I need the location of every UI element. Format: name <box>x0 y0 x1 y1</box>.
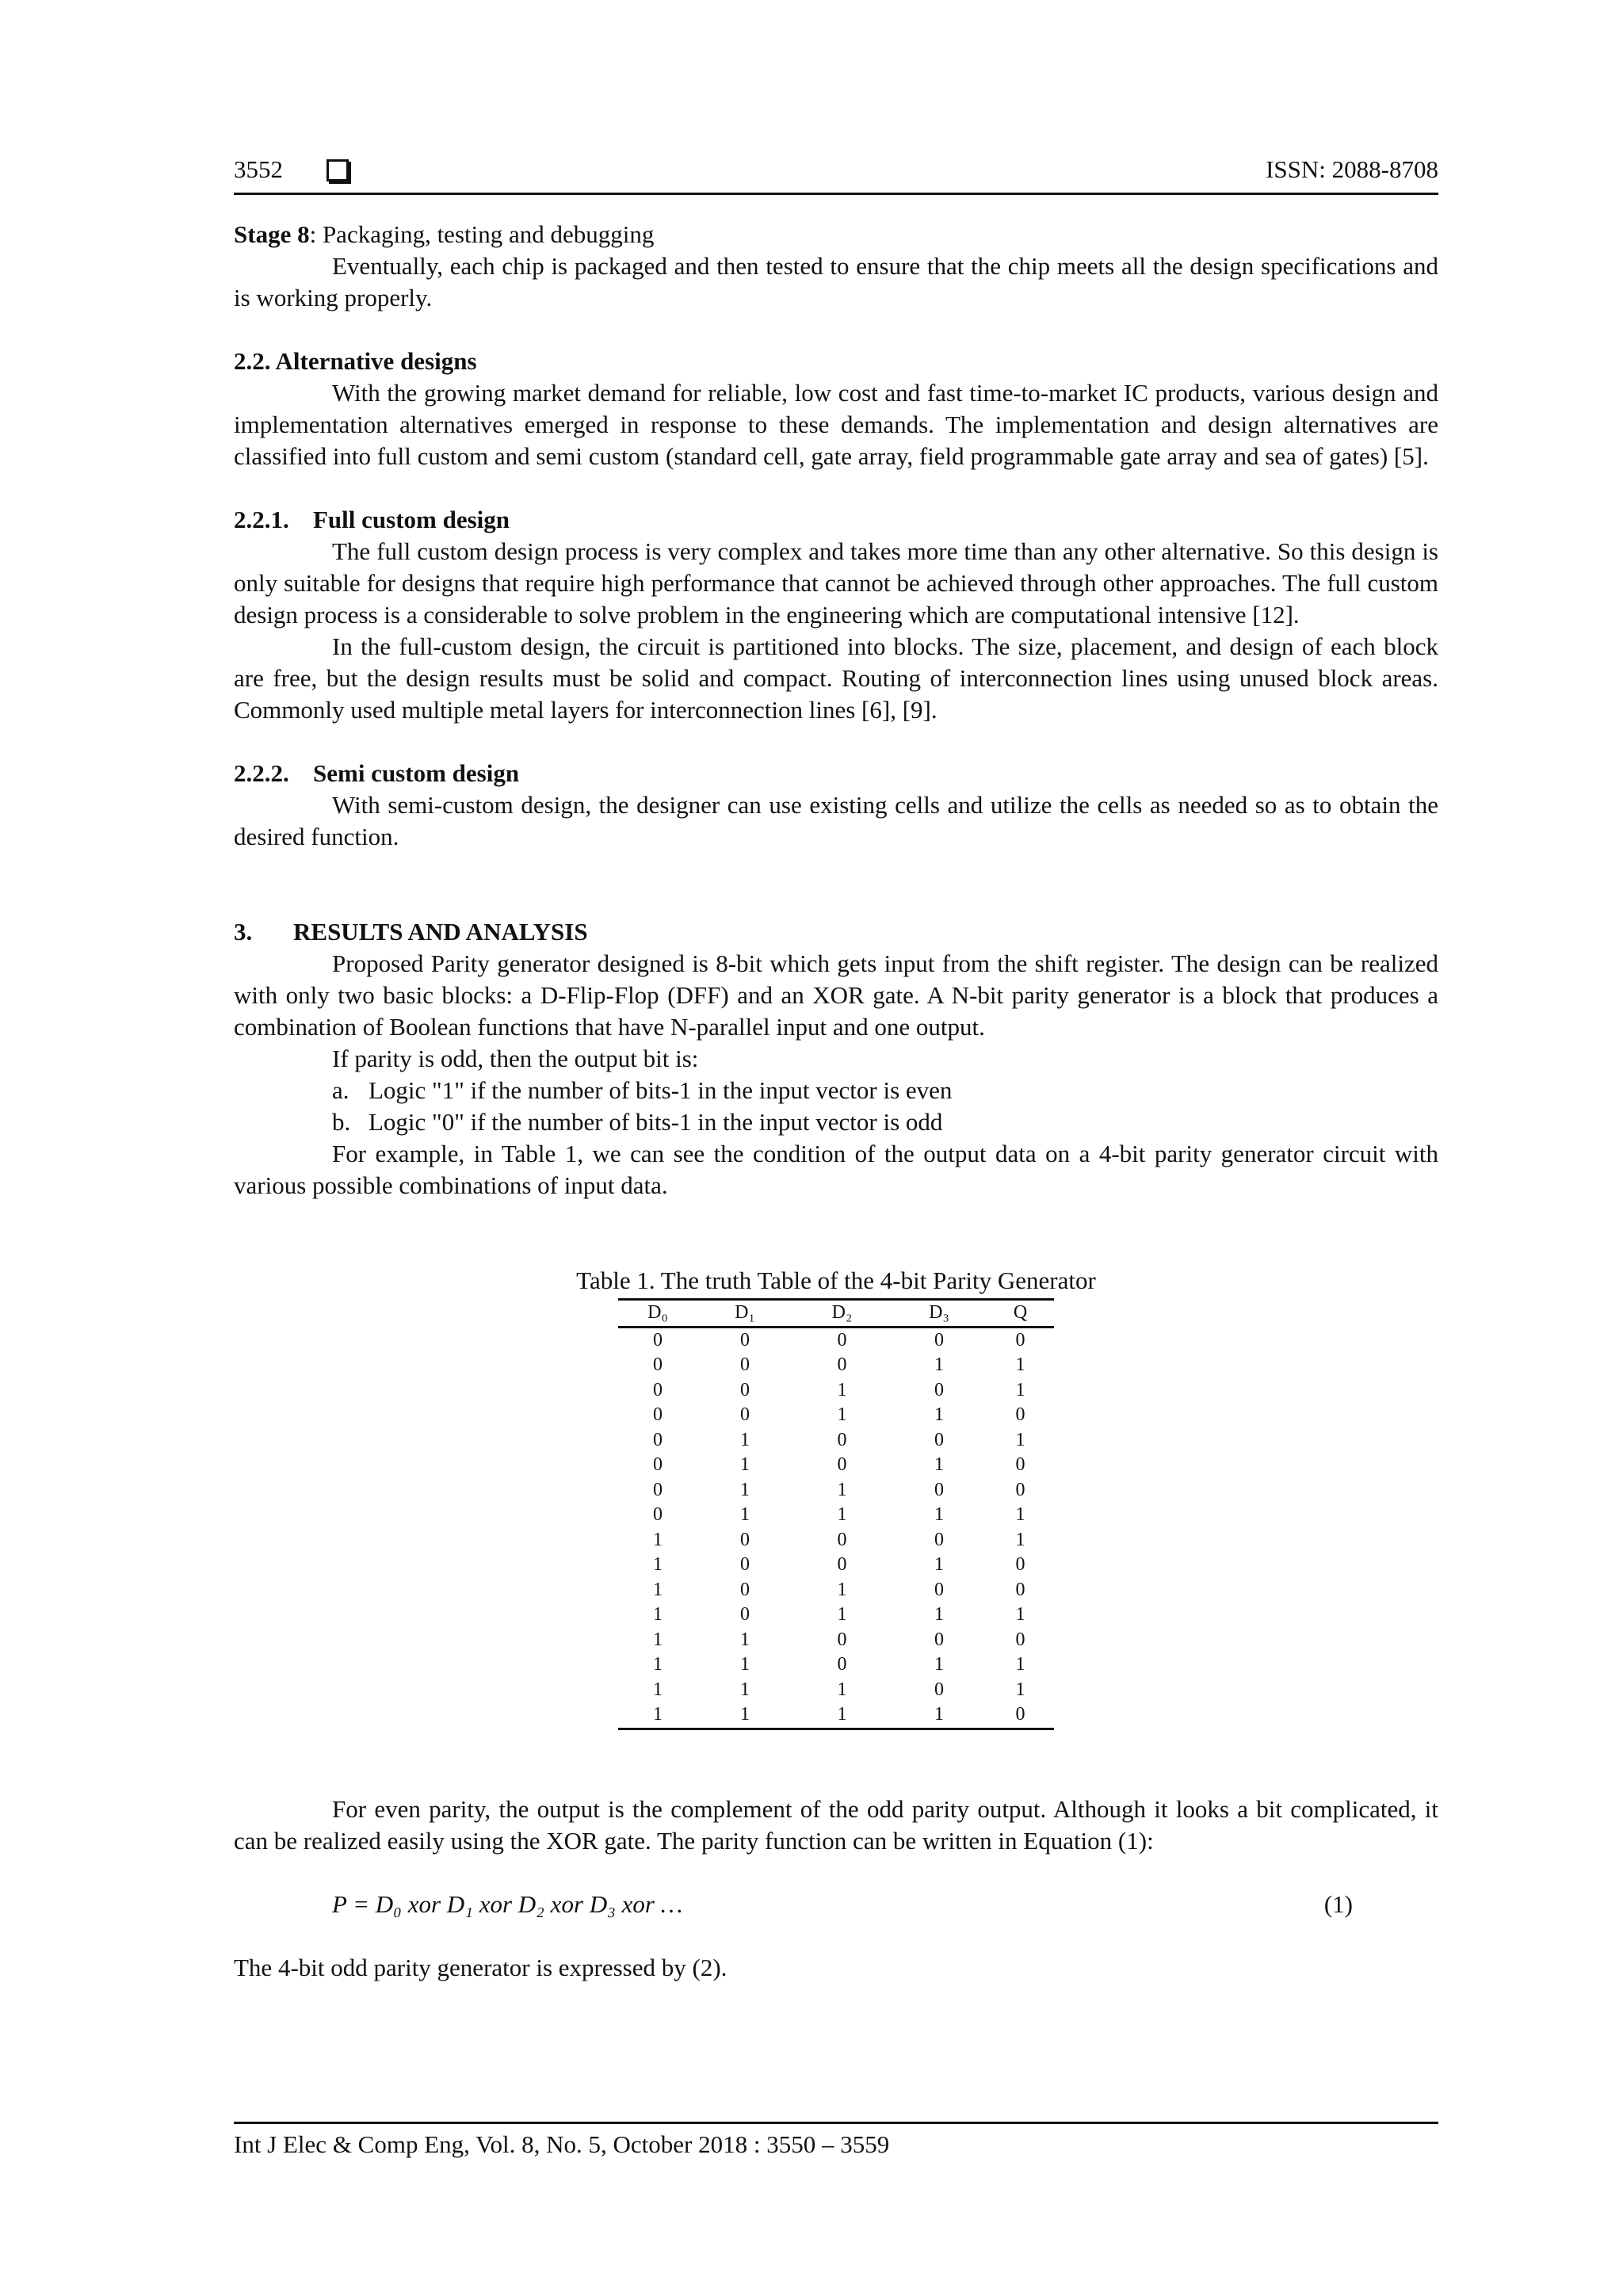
table-row <box>618 1528 1054 1553</box>
page-header <box>234 155 1438 193</box>
square-bullet-icon <box>327 159 349 181</box>
table-row <box>618 1453 1054 1478</box>
table-cell: 1 <box>837 1404 847 1425</box>
footer-rule <box>234 2122 1438 2124</box>
list-marker: b. <box>332 1108 351 1136</box>
table-cell: 1 <box>653 1629 663 1650</box>
table-cell: 1 <box>653 1529 663 1550</box>
section-3-heading <box>234 916 1438 948</box>
table-cell: 1 <box>837 1679 847 1700</box>
table-cell: 1 <box>837 1579 847 1600</box>
table-row <box>618 1603 1054 1628</box>
table-cell: 1 <box>740 1429 750 1450</box>
table-header-cell: D₀ <box>618 1300 697 1328</box>
table-header-cell: D₃ <box>892 1300 987 1328</box>
table-cell: 1 <box>740 1504 750 1525</box>
table-cell: 0 <box>837 1654 847 1675</box>
list-item-text: Logic "1" if the number of bits-1 in the input vector is even <box>369 1076 953 1104</box>
table-cell: 1 <box>653 1604 663 1625</box>
table-cell: 0 <box>740 1554 750 1575</box>
table-cell: 1 <box>697 1702 792 1729</box>
table-caption: Table 1. The truth Table of the 4-bit Parity Generator <box>576 1266 1096 1294</box>
section-number: 2.2.1. <box>234 506 289 533</box>
table-cell: 1 <box>934 1604 944 1625</box>
section-title: Semi custom design <box>313 759 520 787</box>
table-cell: 1 <box>653 1679 663 1700</box>
section-3-paragraph-1: Proposed Parity generator designed is 8-bit which gets input from the shift register. The design can be realized with only two basic blocks: a D-Flip-Flop (DFF) and an XOR gate. A N-bit parity generator is a block that produces a combination of Boolean functions that have N-parallel input and one output. <box>234 949 1438 1041</box>
section-3-paragraph-2: If parity is odd, then the output bit is: <box>332 1045 699 1072</box>
table-cell: 1 <box>934 1504 944 1525</box>
table-cell: 1 <box>934 1554 944 1575</box>
table-cell: 0 <box>740 1354 750 1375</box>
section-number: 3. <box>234 918 253 946</box>
table-cell: 0 <box>934 1479 944 1500</box>
table-cell: 0 <box>1015 1404 1025 1425</box>
table-cell: 1 <box>1015 1604 1025 1625</box>
table-cell: 1 <box>740 1629 750 1650</box>
table-cell: 0 <box>740 1329 750 1350</box>
table-cell: 0 <box>740 1379 750 1400</box>
table-cell: 1 <box>740 1679 750 1700</box>
table-cell: 0 <box>740 1604 750 1625</box>
table-cell: 1 <box>653 1579 663 1600</box>
table-cell: 1 <box>1015 1654 1025 1675</box>
table-cell: 0 <box>837 1429 847 1450</box>
table-row <box>618 1353 1054 1378</box>
table-cell: 0 <box>1015 1554 1025 1575</box>
section-2-2-heading: 2.2. Alternative designs <box>234 347 477 375</box>
table-cell: 0 <box>1015 1454 1025 1475</box>
stage8-heading <box>234 219 1438 250</box>
table-cell: 0 <box>653 1354 663 1375</box>
table-cell: 0 <box>653 1379 663 1400</box>
page-number: 3552 <box>234 155 283 183</box>
table-cell: 0 <box>837 1554 847 1575</box>
table-cell: 0 <box>1015 1579 1025 1600</box>
section-title: RESULTS AND ANALYSIS <box>293 918 588 946</box>
issn: ISSN: 2088-8708 <box>1266 155 1438 183</box>
stage8-text: Eventually, each chip is packaged and then tested to ensure that the chip meets all the design specifications and is working properly. <box>234 252 1438 311</box>
table-cell: 1 <box>837 1504 847 1525</box>
table-cell: 0 <box>653 1479 663 1500</box>
table-cell: 0 <box>1015 1629 1025 1650</box>
table-cell: 1 <box>1015 1529 1025 1550</box>
table-row <box>618 1578 1054 1603</box>
equation-1 <box>234 1889 1438 1920</box>
section-number: 2.2.2. <box>234 759 289 787</box>
table-row <box>618 1553 1054 1578</box>
table-cell: 1 <box>653 1554 663 1575</box>
table-cell: 0 <box>934 1529 944 1550</box>
table-row <box>618 1652 1054 1678</box>
stage8-title: : Packaging, testing and debugging <box>309 220 655 248</box>
section-2-2-1-paragraph-2: In the full-custom design, the circuit is partitioned into blocks. The size, placement, and design of each block are free, but the design results must be solid and compact. Routing of interconnection lines using unused block areas. Commonly used multiple metal layers for interconnection lines [6], [9]. <box>234 632 1438 724</box>
table-cell: 0 <box>934 1379 944 1400</box>
table-cell: 0 <box>837 1529 847 1550</box>
list-item-b <box>234 1106 1438 1138</box>
table-row <box>618 1327 1054 1353</box>
table-header-row <box>618 1300 1054 1328</box>
table-cell: 0 <box>1015 1479 1025 1500</box>
table-cell: 1 <box>740 1654 750 1675</box>
table-cell: 1 <box>1015 1429 1025 1450</box>
section-2-2-1-paragraph-1: The full custom design process is very complex and takes more time than any other alternative. So this design is only suitable for designs that require high performance that cannot be achieved through other approaches. The full custom design process is a considerable to solve problem in the engineering which are computational intensive [12]. <box>234 537 1438 628</box>
table-cell: 1 <box>934 1654 944 1675</box>
table-row <box>618 1678 1054 1703</box>
table-cell: 1 <box>934 1404 944 1425</box>
page-footer: Int J Elec & Comp Eng, Vol. 8, No. 5, October 2018 : 3550 – 3559 <box>234 2130 890 2158</box>
table-cell: 0 <box>934 1429 944 1450</box>
table-row <box>618 1478 1054 1503</box>
table-cell: 0 <box>934 1579 944 1600</box>
table-cell: 1 <box>792 1702 892 1729</box>
table-cell: 0 <box>837 1629 847 1650</box>
table-cell: 1 <box>934 1454 944 1475</box>
table-cell: 0 <box>653 1404 663 1425</box>
table-cell: 1 <box>1015 1504 1025 1525</box>
table-cell: 1 <box>837 1604 847 1625</box>
table-header-cell: D₁ <box>697 1300 792 1328</box>
table-cell: 0 <box>837 1329 847 1350</box>
table-cell: 0 <box>740 1404 750 1425</box>
header-rule <box>234 193 1438 195</box>
table-cell: 0 <box>740 1529 750 1550</box>
section-2-2-2-heading <box>234 758 1438 789</box>
table-cell: 1 <box>837 1479 847 1500</box>
table-cell: 0 <box>934 1629 944 1650</box>
table-cell: 0 <box>653 1504 663 1525</box>
section-2-2-2-paragraph: With semi-custom design, the designer can use existing cells and utilize the cells as needed so as to obtain the desired function. <box>234 791 1438 850</box>
table-cell: 1 <box>653 1654 663 1675</box>
equation-text: P = D₀ xor D₁ xor D₂ xor D₃ xor … <box>332 1889 683 1918</box>
list-item-a <box>234 1075 1438 1106</box>
table-header-cell: Q <box>987 1300 1054 1328</box>
section-2-2-1-heading <box>234 504 1438 536</box>
table-row <box>618 1403 1054 1428</box>
table-cell: 0 <box>653 1454 663 1475</box>
table-cell: 0 <box>653 1429 663 1450</box>
table-row <box>618 1702 1054 1729</box>
table-cell: 1 <box>934 1354 944 1375</box>
table-cell: 0 <box>1015 1329 1025 1350</box>
table-cell: 1 <box>1015 1379 1025 1400</box>
table-cell: 0 <box>837 1454 847 1475</box>
truth-table <box>618 1298 1054 1730</box>
table-cell: 1 <box>837 1379 847 1400</box>
section-title: Full custom design <box>313 506 510 533</box>
table-cell: 0 <box>653 1329 663 1350</box>
after-table-paragraph: For even parity, the output is the complement of the odd parity output. Although it looks a bit complicated, it can be realized easily using the XOR gate. The parity function can be written in Equation (1): <box>234 1794 1438 1855</box>
list-item-text: Logic "0" if the number of bits-1 in the input vector is odd <box>369 1108 943 1136</box>
table-cell: 1 <box>892 1702 987 1729</box>
stage8-label: Stage 8 <box>234 220 310 248</box>
table-row <box>618 1503 1054 1528</box>
table-cell: 1 <box>740 1454 750 1475</box>
table-row <box>618 1628 1054 1653</box>
table-row <box>618 1378 1054 1404</box>
page-body <box>234 219 1438 1984</box>
table-cell: 0 <box>934 1329 944 1350</box>
closing-paragraph: The 4-bit odd parity generator is expressed by (2). <box>234 1953 727 1981</box>
table-row <box>618 1428 1054 1454</box>
table-cell: 0 <box>837 1354 847 1375</box>
table-cell: 0 <box>987 1702 1054 1729</box>
table-cell: 0 <box>740 1579 750 1600</box>
section-2-2-text: With the growing market demand for reliable, low cost and fast time-to-market IC products, various design and implementation alternatives emerged in response to these demands. The implementation and design alternatives are classified into full custom and semi custom (standard cell, gate array, field programmable gate array and sea of gates) [5]. <box>234 379 1438 470</box>
table-cell: 0 <box>934 1679 944 1700</box>
table-cell: 1 <box>740 1479 750 1500</box>
equation-number: (1) <box>1323 1889 1353 1918</box>
table-cell: 1 <box>1015 1679 1025 1700</box>
table-cell: 1 <box>1015 1354 1025 1375</box>
section-3-paragraph-3: For example, in Table 1, we can see the condition of the output data on a 4-bit parity generator circuit with various possible combinations of input data. <box>234 1140 1438 1199</box>
table-cell: 1 <box>618 1702 697 1729</box>
list-marker: a. <box>332 1076 349 1104</box>
table-header-cell: D₂ <box>792 1300 892 1328</box>
